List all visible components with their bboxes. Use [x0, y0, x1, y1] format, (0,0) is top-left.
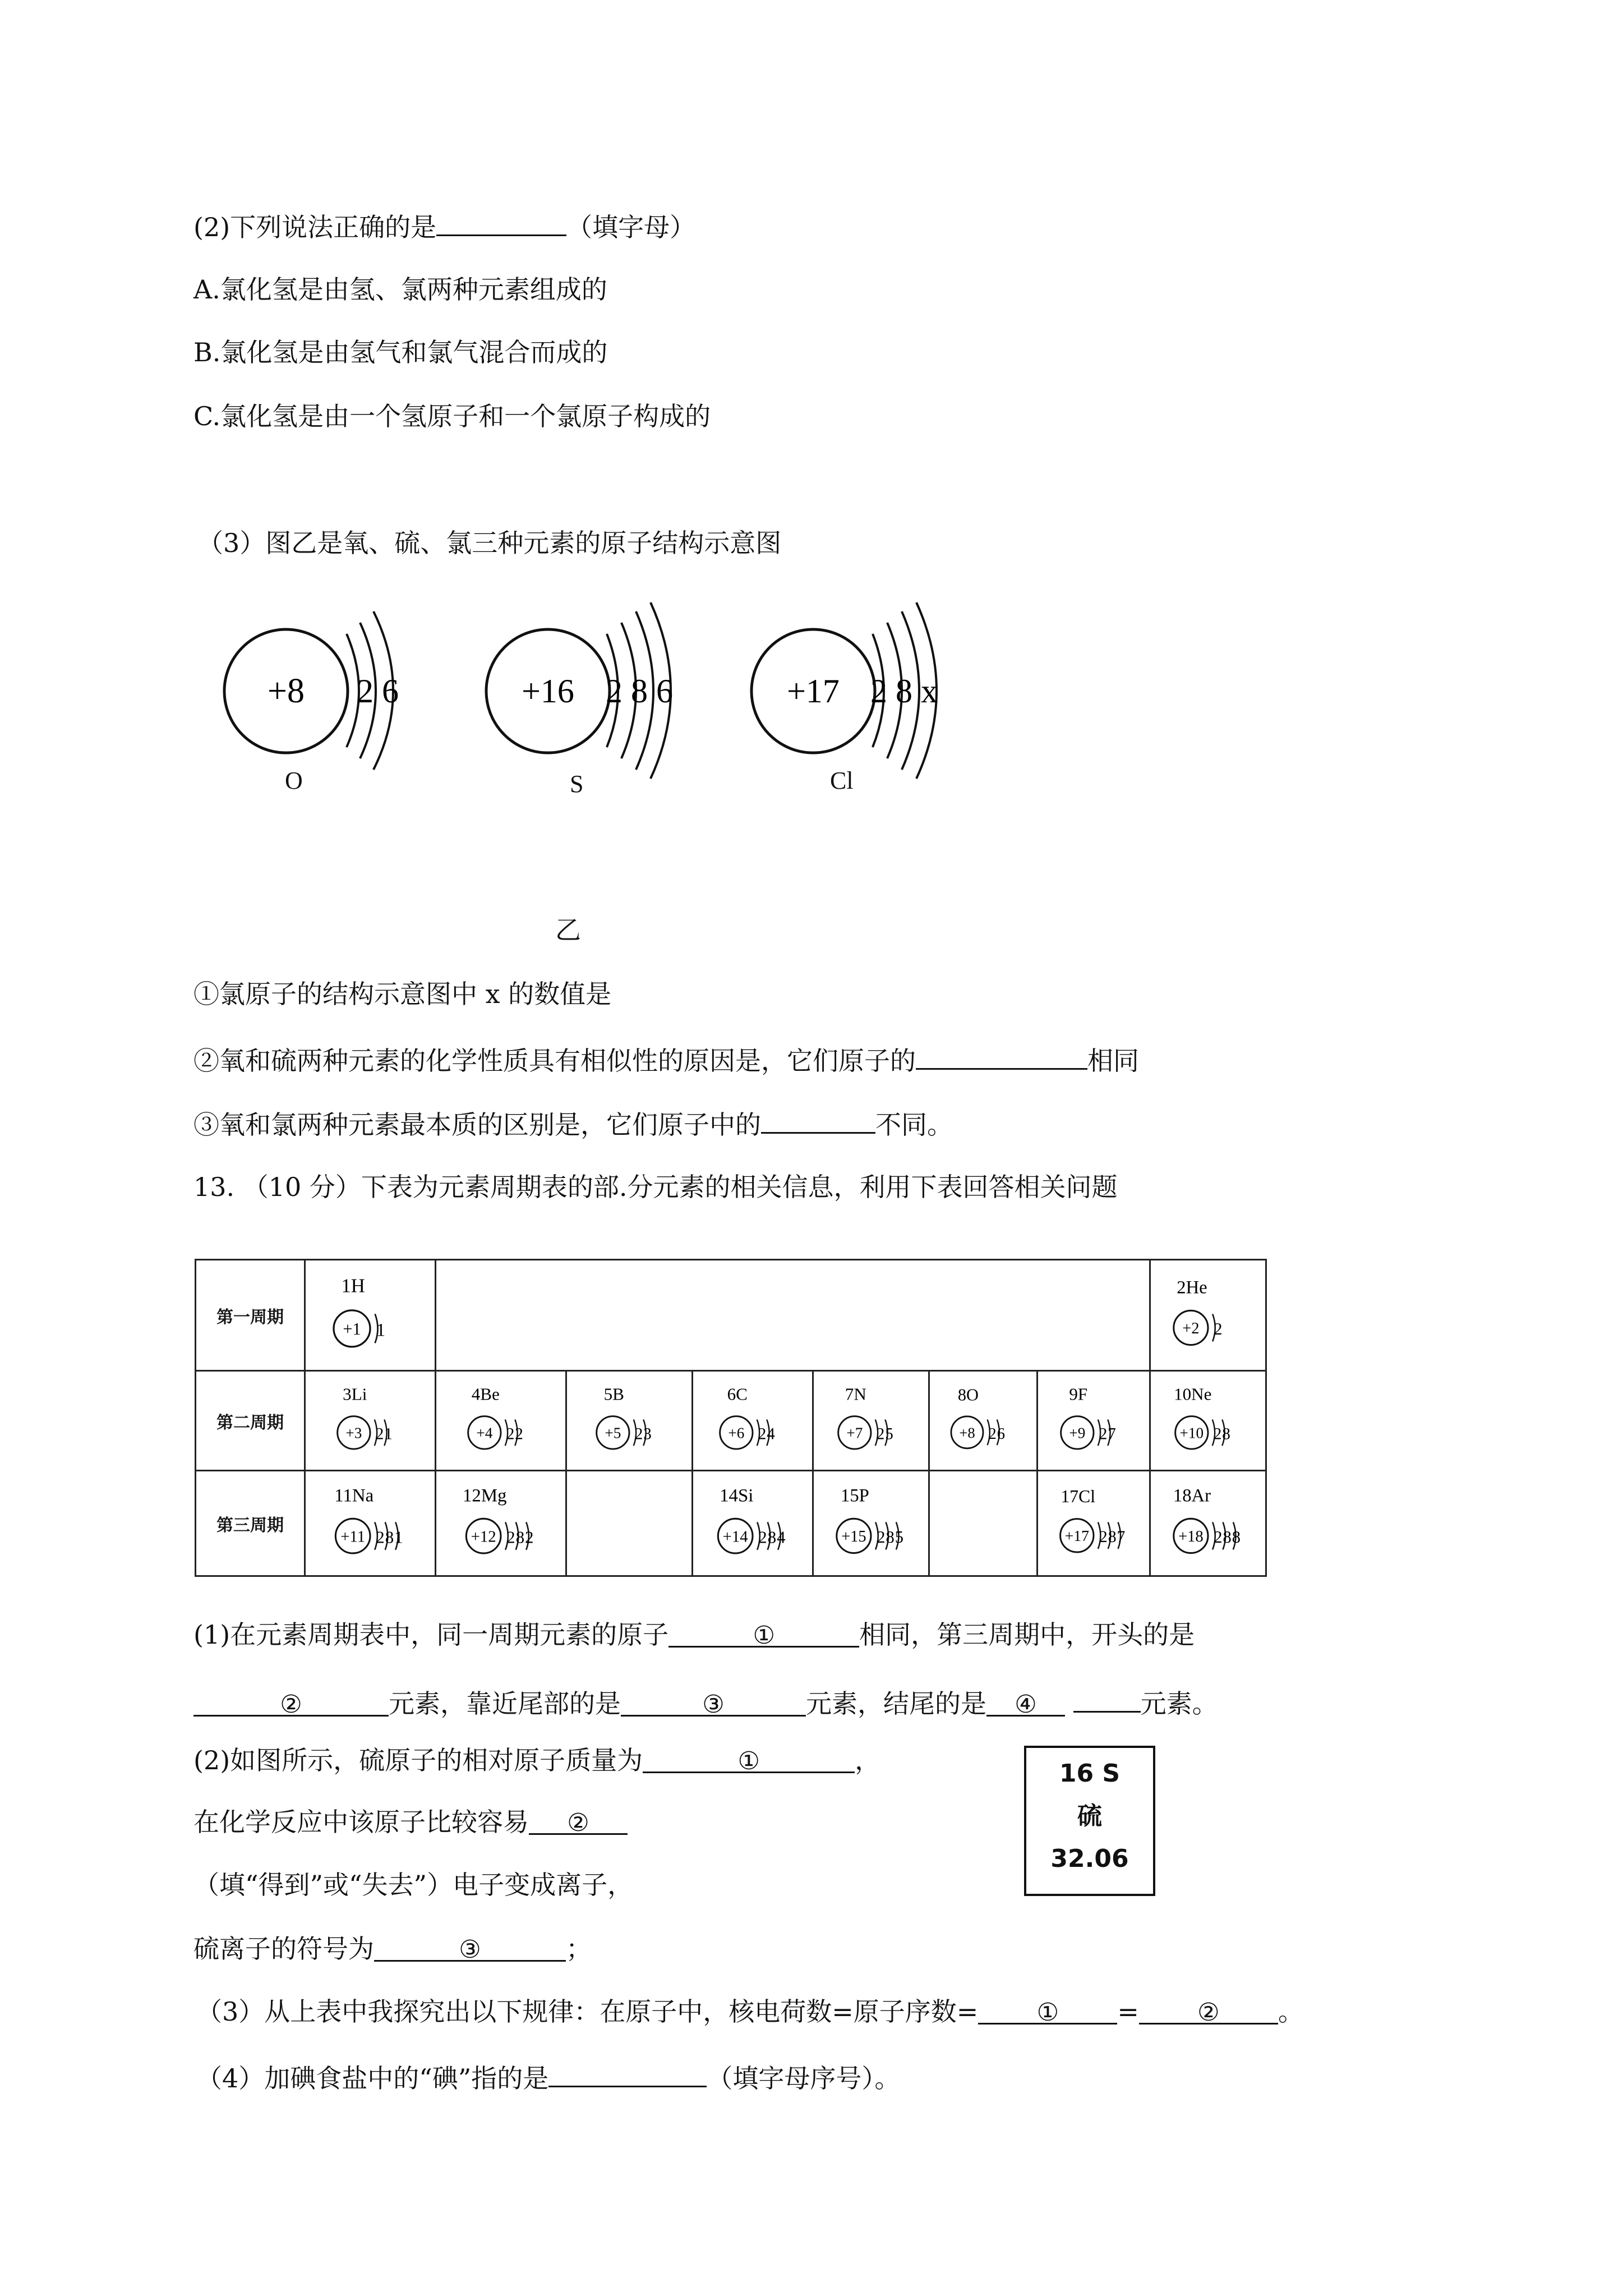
sulfur-card-mass: 32.06 [1050, 1844, 1129, 1873]
q13-part4-line [196, 2059, 900, 2095]
element-electron-shells: 25 [876, 1425, 894, 1443]
element-nucleus: +4 [476, 1424, 493, 1442]
sulfur-nucleus: +16 [522, 673, 574, 710]
element-nucleus: +17 [1064, 1527, 1089, 1545]
element-cell-9f [1038, 1371, 1150, 1471]
q13-part2-blank-1[interactable]: ① [643, 1745, 855, 1773]
element-electron-shells: 2 [1214, 1319, 1223, 1339]
q13-part1-blank-4b[interactable] [1073, 1684, 1141, 1713]
element-electron-shells: 27 [1099, 1425, 1117, 1443]
q13-part3-equals: = [1117, 1996, 1139, 2027]
element-cell-8o [929, 1371, 1038, 1471]
element-name: 4Be [471, 1384, 500, 1404]
element-cell [566, 1471, 693, 1576]
q13-part2-line2 [193, 1805, 628, 1839]
element-nucleus: +10 [1179, 1424, 1204, 1442]
q12-part2-text: (2)下列说法正确的是 [193, 212, 437, 242]
q13-part1-text-b: 相同，第三周期中，开头的是 [859, 1619, 1195, 1650]
q13-part1-line2 [193, 1684, 1218, 1720]
element-cell-14si [693, 1471, 813, 1576]
q13-part3-blank-1[interactable]: ① [978, 1996, 1117, 2024]
element-diagram [436, 1471, 565, 1575]
q12-option-a: A.氯化氢是由氢、氯两种元素组成的 [193, 274, 607, 305]
atomic-structure-figure [213, 595, 1043, 780]
element-nucleus: +1 [343, 1319, 361, 1339]
element-electron-shells: 288 [1214, 1527, 1242, 1547]
q13-part2-line4 [193, 1932, 592, 1966]
element-name: 1H [341, 1275, 365, 1297]
element-cell-4be [436, 1371, 566, 1471]
q12-subquestion-2-text: ②氧和硫两种元素的化学性质具有相似性的原因是，它们原子的 [193, 1046, 916, 1076]
element-cell-10ne [1150, 1371, 1266, 1471]
element-name: 7N [845, 1384, 866, 1404]
element-diagram [436, 1372, 565, 1470]
q12-subquestion-2 [193, 1041, 1139, 1078]
element-cell-17cl [1038, 1471, 1150, 1576]
element-cell-5b [566, 1371, 693, 1471]
element-electron-shells: 284 [758, 1527, 786, 1547]
period-1-label: 第一周期 [196, 1260, 305, 1371]
element-diagram [693, 1471, 812, 1575]
element-cell-1h [305, 1260, 436, 1371]
element-diagram [930, 1372, 1036, 1470]
element-name: 17Cl [1061, 1486, 1096, 1506]
q13-part2-blank-3[interactable]: ③ [374, 1933, 566, 1962]
element-cell-7n [813, 1371, 929, 1471]
q13-part4-hint: （填字母序号）。 [707, 2063, 901, 2093]
figure-caption: 乙 [555, 915, 581, 945]
q12-subquestion-3 [193, 1105, 953, 1142]
sulfur-card-number-symbol: 16 S [1059, 1759, 1121, 1788]
element-nucleus: +2 [1182, 1320, 1200, 1338]
element-name: 18Ar [1173, 1485, 1211, 1506]
element-electron-shells: 26 [988, 1425, 1006, 1443]
element-cell-11na [305, 1471, 436, 1576]
q12-subquestion-2-suffix: 相同 [1087, 1046, 1139, 1076]
element-electron-shells: 28 [1213, 1425, 1231, 1443]
element-name: 3Li [343, 1384, 367, 1404]
q13-part2-text-a: (2)如图所示，硫原子的相对原子质量为 [193, 1745, 643, 1775]
sulfur-label: S [570, 770, 584, 798]
element-electron-shells: 24 [758, 1425, 776, 1443]
q12-subquestion-3-text: ③氧和氯两种元素最本质的区别是，它们原子中的 [193, 1110, 761, 1140]
element-nucleus: +6 [728, 1424, 745, 1442]
oxygen-nucleus: +8 [268, 672, 305, 710]
element-name: 12Mg [462, 1485, 507, 1506]
element-nucleus: +14 [722, 1527, 748, 1546]
q13-part1-line1 [193, 1618, 1195, 1651]
element-cell-12mg [436, 1471, 566, 1576]
q13-part1-text-a: (1)在元素周期表中，同一周期元素的原子 [193, 1619, 669, 1650]
q13-part4-text: （4）加碘食盐中的“碘”指的是 [196, 2063, 549, 2093]
element-diagram [1151, 1260, 1265, 1370]
q12-subquestion-1: ①氯原子的结构示意图中 x 的数值是 [193, 979, 612, 1009]
element-electron-shells: 1 [376, 1320, 386, 1341]
chlorine-label: Cl [830, 767, 854, 794]
element-diagram [814, 1471, 928, 1575]
element-cell [929, 1471, 1038, 1576]
chlorine-atom-diagram [751, 602, 938, 779]
q13-part2-semicolon: ； [566, 1934, 592, 1964]
q12-part3-text: （3）图乙是氧、硫、氯三种元素的原子结构示意图 [197, 528, 782, 558]
q13-part2-text-d: 硫离子的符号为 [193, 1934, 374, 1964]
q13-part1-blank-1[interactable]: ① [668, 1619, 859, 1648]
sulfur-atom-diagram [486, 602, 673, 779]
q13-title: 13. （10 分）下表为元素周期表的部.分元素的相关信息，利用下表回答相关问题 [193, 1172, 1118, 1202]
element-cell-6c [693, 1371, 813, 1471]
element-cell-18ar [1150, 1471, 1266, 1576]
q12-subquestion-3-blank[interactable] [761, 1105, 875, 1134]
element-diagram [1151, 1471, 1265, 1575]
q12-option-c: C.氯化氢是由一个氢原子和一个氯原子构成的 [193, 401, 711, 431]
element-diagram [1151, 1372, 1265, 1470]
element-name: 2He [1177, 1277, 1207, 1298]
element-name: 10Ne [1174, 1384, 1212, 1404]
q12-part2-line [193, 208, 695, 244]
element-nucleus: +11 [340, 1527, 366, 1546]
element-name: 6C [727, 1384, 748, 1404]
element-diagram [567, 1372, 691, 1470]
q13-part2-blank-2[interactable]: ② [529, 1806, 628, 1835]
element-nucleus: +7 [846, 1424, 863, 1442]
element-electron-shells: 287 [1099, 1528, 1126, 1547]
q13-part1-blank-3[interactable]: ③ [621, 1688, 806, 1717]
q13-part1-blank-4[interactable]: ④ [986, 1688, 1065, 1717]
element-diagram [306, 1372, 435, 1470]
element-nucleus: +8 [959, 1424, 975, 1441]
element-name: 15P [841, 1485, 869, 1506]
q13-part1-text-d: 元素，结尾的是 [806, 1688, 986, 1719]
element-electron-shells: 285 [877, 1527, 905, 1547]
element-nucleus: +18 [1178, 1528, 1204, 1546]
element-nucleus: +15 [841, 1528, 866, 1546]
element-electron-shells: 281 [376, 1527, 404, 1547]
q13-part2-comma: ， [855, 1745, 881, 1775]
q13-part3-line [196, 1995, 1304, 2028]
element-electron-shells: 23 [634, 1425, 652, 1443]
q13-part1-blank-2[interactable]: ② [193, 1688, 389, 1717]
sulfur-card-name: 硫 [1077, 1802, 1102, 1830]
element-name: 8O [957, 1385, 979, 1405]
element-cell-3li [305, 1371, 436, 1471]
element-nucleus: +3 [345, 1424, 362, 1442]
element-cell-2he [1150, 1260, 1266, 1371]
element-name: 14Si [720, 1485, 754, 1506]
element-name: 9F [1069, 1384, 1088, 1404]
q13-part4-blank[interactable] [548, 2059, 707, 2087]
sulfur-electron-shells: 2 8 6 [606, 673, 673, 710]
element-cell-15p [813, 1471, 929, 1576]
element-name: 5B [603, 1384, 624, 1404]
element-name: 11Na [334, 1485, 374, 1506]
periodic-table [195, 1259, 1267, 1577]
q12-part2-hint: （填字母） [566, 212, 696, 242]
q13-part2-line3: （填“得到”或“失去”）电子变成离子， [193, 1870, 634, 1900]
q13-part1-text-c: 元素，靠近尾部的是 [389, 1688, 621, 1719]
element-diagram [1038, 1471, 1149, 1575]
element-nucleus: +9 [1069, 1424, 1086, 1442]
oxygen-electron-shells: 2 6 [357, 673, 399, 710]
sulfur-element-card [1024, 1746, 1155, 1896]
chlorine-nucleus: +17 [787, 673, 840, 710]
q12-subquestion-3-suffix: 不同。 [875, 1110, 953, 1140]
q13-part3-blank-2[interactable]: ② [1139, 1996, 1278, 2024]
empty-span-cell [436, 1260, 1150, 1371]
element-diagram [306, 1471, 435, 1575]
q13-part2-text-b: 在化学反应中该原子比较容易 [193, 1807, 529, 1837]
element-diagram [814, 1372, 928, 1470]
q13-part1-text-e: 元素。 [1140, 1688, 1218, 1719]
element-electron-shells: 282 [506, 1527, 534, 1547]
period-3-label: 第三周期 [196, 1471, 305, 1576]
element-electron-shells: 21 [375, 1425, 393, 1443]
q12-part2-answer-blank[interactable] [436, 208, 566, 236]
element-nucleus: +5 [605, 1424, 621, 1442]
q12-subquestion-2-blank[interactable] [916, 1041, 1087, 1070]
element-diagram [1038, 1372, 1149, 1470]
q12-option-b: B.氯化氢是由氢气和氯气混合而成的 [193, 337, 608, 367]
element-nucleus: +12 [471, 1527, 496, 1546]
element-diagram [306, 1260, 435, 1370]
oxygen-label: O [285, 767, 303, 794]
oxygen-atom-diagram [224, 611, 399, 770]
chlorine-electron-shells: 2 8 x [870, 673, 938, 710]
period-2-label: 第二周期 [196, 1371, 305, 1471]
q13-part3-text: （3）从上表中我探究出以下规律：在原子中，核电荷数=原子序数= [196, 1996, 979, 2027]
q13-part3-end: 。 [1278, 1996, 1304, 2027]
element-electron-shells: 22 [506, 1425, 524, 1443]
q13-part2-line1 [193, 1743, 880, 1777]
element-diagram [693, 1372, 812, 1470]
